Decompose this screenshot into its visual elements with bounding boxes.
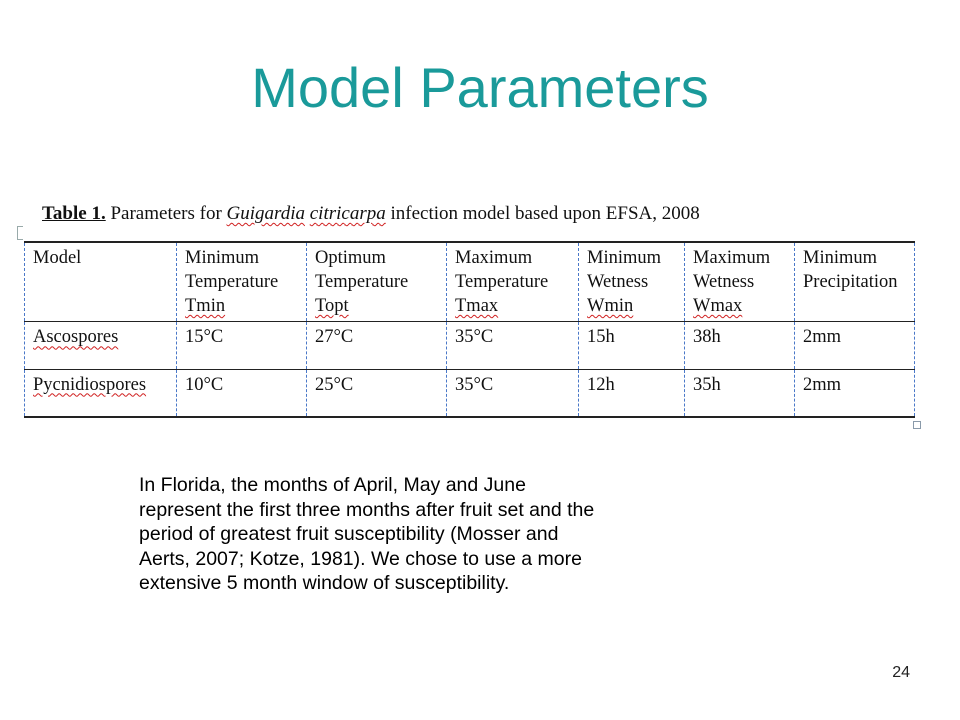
table-cell: 12h xyxy=(579,369,685,417)
body-paragraph: In Florida, the months of April, May and June represent the first three months after fruit set and the period of greatest fruit susceptibility (Mosser and Aerts, 2007; Kotze, 1981). We chose to use a more extensive 5 month window of susceptibility. xyxy=(139,474,595,594)
table-cell: 35°C xyxy=(447,369,579,417)
header-cell: Minimum Temperature Tmin xyxy=(177,242,307,322)
table-caption-part1: Parameters for xyxy=(110,203,227,224)
table-cell: 10°C xyxy=(177,369,307,417)
table-cell: 15h xyxy=(579,322,685,369)
table-row xyxy=(25,322,915,369)
header-cell: Model xyxy=(25,242,177,322)
header-cell: Maximum Temperature Tmax xyxy=(447,242,579,322)
table-resize-handle[interactable] xyxy=(913,421,921,429)
header-cell: Minimum Precipitation xyxy=(795,242,915,322)
table-cell: Ascospores xyxy=(25,322,177,369)
parameters-table xyxy=(24,241,915,418)
table-cell: 35h xyxy=(685,369,795,417)
table-cell: Pycnidiospores xyxy=(25,369,177,417)
table-cell: 25°C xyxy=(307,369,447,417)
slide-title: Model Parameters xyxy=(251,56,709,119)
table-cell: 15°C xyxy=(177,322,307,369)
page-number: 24 xyxy=(892,664,910,681)
table-cell: 2mm xyxy=(795,322,915,369)
header-cell: Maximum Wetness Wmax xyxy=(685,242,795,322)
table-cell: 35°C xyxy=(447,322,579,369)
table-caption-species: citricarpa xyxy=(309,203,386,224)
table-header-row xyxy=(25,242,915,322)
header-cell: Optimum Temperature Topt xyxy=(307,242,447,322)
table-caption-label: Table 1. xyxy=(42,203,106,224)
table-cell: 2mm xyxy=(795,369,915,417)
table-caption-genus: Guigardia xyxy=(226,203,305,224)
table-move-handle[interactable] xyxy=(17,226,23,240)
header-cell: Minimum Wetness Wmin xyxy=(579,242,685,322)
table-cell: 27°C xyxy=(307,322,447,369)
table-caption-part2: infection model based upon EFSA, 2008 xyxy=(390,203,700,224)
table-caption xyxy=(42,203,922,225)
table-row xyxy=(25,369,915,417)
table-cell: 38h xyxy=(685,322,795,369)
